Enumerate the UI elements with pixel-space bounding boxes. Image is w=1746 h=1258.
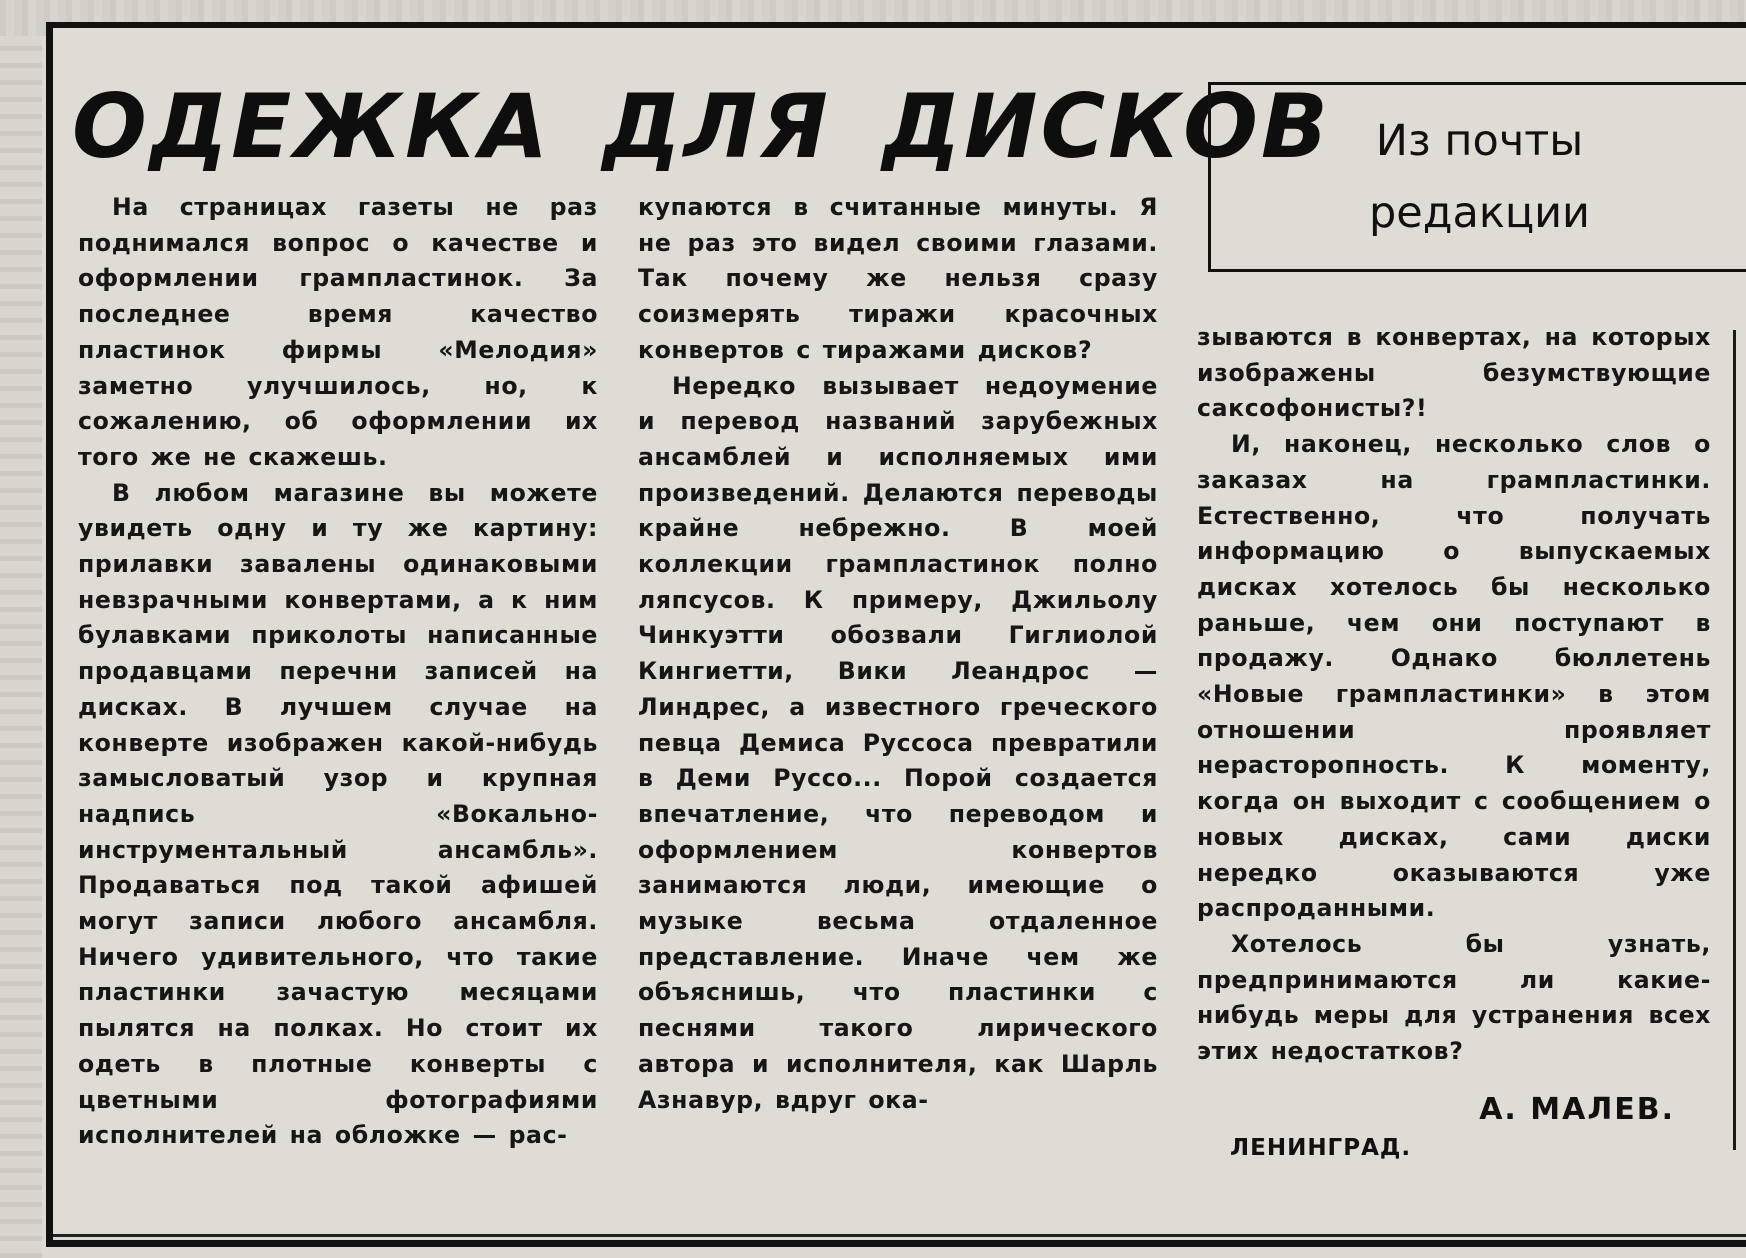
text-column-3	[1197, 320, 1711, 1066]
text-column-2	[638, 190, 1158, 1180]
paragraph: Хотелось бы узнать, предпринимаются ли какие-нибудь меры для устранения всех этих недостатков?	[1197, 929, 1711, 1066]
paragraph-continued: зываются в конвертах, на которых изображены безумствующие саксофонисты?!	[1197, 323, 1711, 423]
paragraph: Нередко вызывает недоумение и перевод названий зарубежных ансамблей и исполняемых ими произведений. Делаются переводы крайне небрежно. В моей коллекции грампластинок полно ляпсусов. К примеру, Джильолу Чинкуэтти обозвали Гиглиолой Кингиетти, Вики Леандрос — Линдрес, а известного греческого певца Демиса Руссоса превратили в Деми Руссо... Порой создается впечатление, что переводом и оформлением конвертов занимаются люди, имеющие о музыке весьма отдаленное представление. Иначе чем же объяснишь, что пластинки с песнями такого лирического автора и исполнителя, как Шарль Азнавур, вдруг ока-	[638, 371, 1158, 1114]
rubric-box	[1208, 82, 1746, 272]
adjacent-page-bleed-left	[0, 36, 42, 1258]
paragraph-continued: купаются в считанные минуты. Я не раз это видел своими глазами. Так почему же нельзя сразу соизмерять тиражи красочных конвертов с тиражами дисков?	[638, 193, 1158, 364]
rubric-line-1: Из почты	[1375, 116, 1584, 166]
paragraph: В любом магазине вы можете увидеть одну и ту же картину: прилавки завалены одинаковыми невзрачными конвертами, а к ним булавками приколоты написанные продавцами перечни записей на дисках. В лучшем случае на конверте изображен какой-нибудь замысловатый узор и крупная надпись «Вокально-инструментальный ансамбль». Продаваться под такой афишей могут записи любого ансамбля. Ничего удивительного, что такие пластинки зачастую месяцами пылятся на полках. Но стоит их одеть в плотные конверты с цветными фотографиями исполнителей на обложке — рас-	[78, 478, 598, 1150]
column-rule	[1733, 330, 1736, 1150]
paragraph: И, наконец, несколько слов о заказах на грампластинки. Естественно, что получать информацию о выпускаемых дисках хотелось бы несколько раньше, чем они поступают в продажу. Однако бюллетень «Новые грампластинки» в этом отношении проявляет нерасторопность. К моменту, когда он выходит с сообщением о новых дисках, сами диски нередко оказываются уже распроданными.	[1197, 430, 1711, 923]
text-column-1	[78, 190, 598, 1180]
paragraph: На страницах газеты не раз поднимался вопрос о качестве и оформлении грампластинок. За последнее время качество пластинок фирмы «Мелодия» заметно улучшилось, но, к сожалению, об оформлении их того же не скажешь.	[78, 193, 598, 471]
author-city: ЛЕНИНГРАД.	[1230, 1135, 1412, 1161]
rubric-line-2: редакции	[1369, 188, 1590, 238]
headline: ОДЕЖКА ДЛЯ ДИСКОВ	[72, 75, 1331, 178]
author-signature: А. МАЛЕВ.	[1479, 1092, 1675, 1127]
